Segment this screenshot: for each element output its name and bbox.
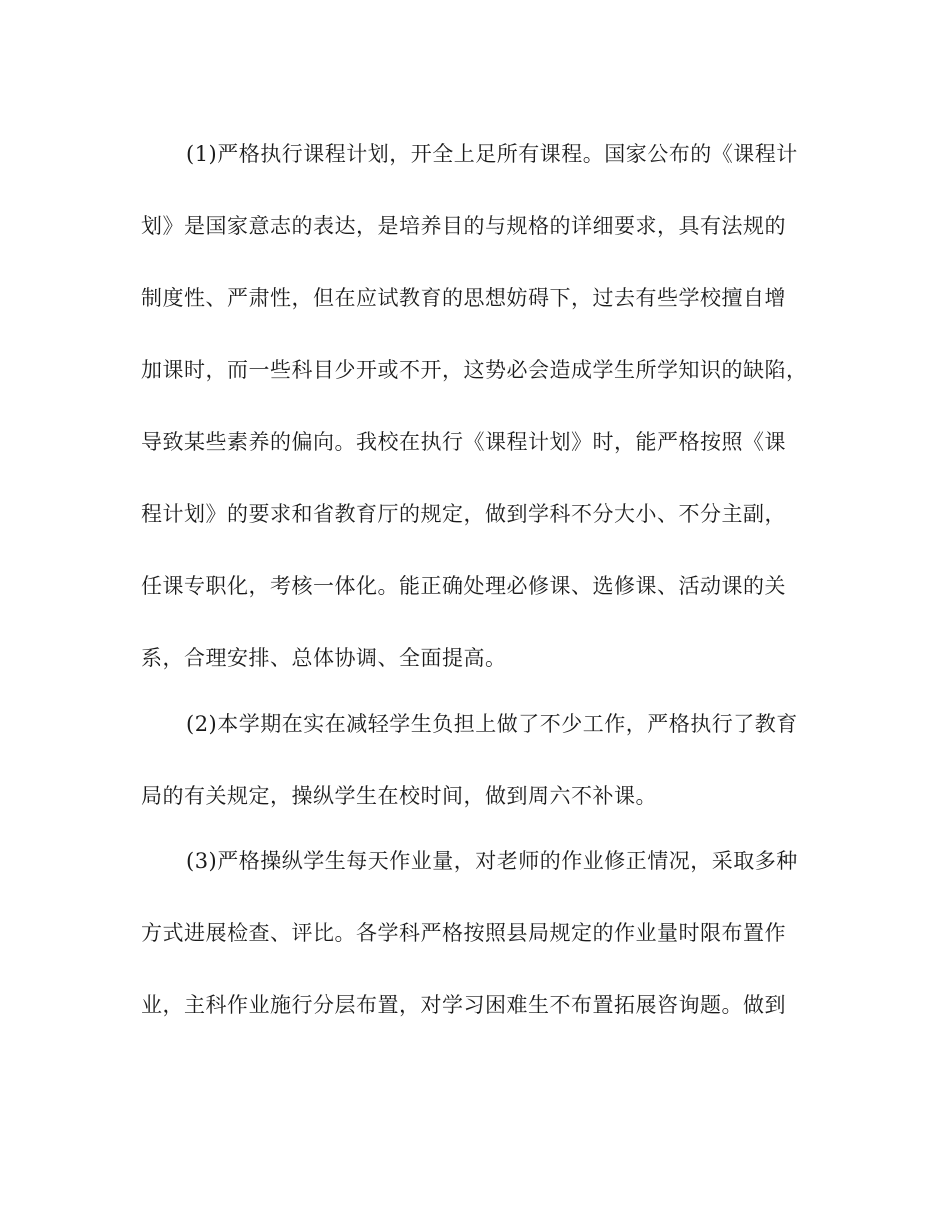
paragraph-1-line-4: 加课时，而一些科目少开或不开，这势必会造成学生所学知识的缺陷， — [141, 358, 808, 382]
paragraph-3-line-1: (3)严格操纵学生每天作业量，对老师的作业修正情况，采取多种 — [186, 849, 798, 873]
paragraph-1-line-8: 系，合理安排、总体协调、全面提高。 — [141, 646, 507, 670]
paragraph-1-line-7: 任课专职化，考核一体化。能正确处理必修课、选修课、活动课的关 — [141, 574, 786, 598]
paragraph-1-line-5: 导致某些素养的偏向。我校在执行《课程计划》时，能严格按照《课 — [141, 430, 786, 454]
paragraph-2-line-2: 局的有关规定，操纵学生在校时间，做到周六不补课。 — [141, 784, 657, 808]
paragraph-3-line-3: 业，主科作业施行分层布置，对学习困难生不布置拓展咨询题。做到 — [141, 993, 786, 1017]
paragraph-3-line-2: 方式进展检查、评比。各学科严格按照县局规定的作业量时限布置作 — [141, 921, 786, 945]
paragraph-1-line-2: 划》是国家意志的表达，是培养目的与规格的详细要求，具有法规的 — [141, 214, 786, 238]
paragraph-1-line-3: 制度性、严肃性，但在应试教育的思想妨碍下，过去有些学校擅自增 — [141, 286, 786, 310]
paragraph-2-line-1: (2)本学期在实在减轻学生负担上做了不少工作，严格执行了教育 — [186, 712, 798, 736]
paragraph-1-line-1: (1)严格执行课程计划，开全上足所有课程。国家公布的《课程计 — [186, 142, 798, 166]
paragraph-1-line-6: 程计划》的要求和省教育厅的规定，做到学科不分大小、不分主副， — [141, 502, 786, 526]
